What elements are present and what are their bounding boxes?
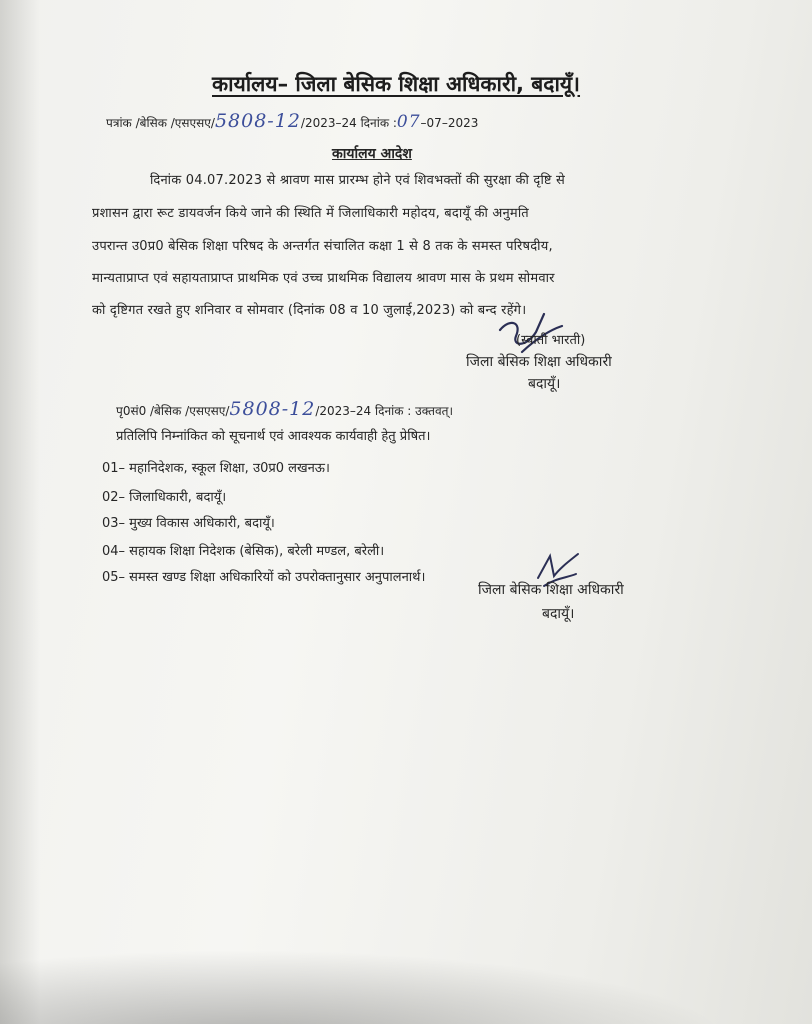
order-heading: कार्यालय आदेश	[332, 146, 412, 162]
signatory-name: (स्वाती भारती)	[516, 333, 586, 348]
signatory-place: बदायूँ।	[528, 376, 561, 392]
photo-shadow	[0, 934, 812, 1024]
ref-middle: /2023–24 दिनांक :	[300, 116, 397, 130]
page-edge-shadow	[0, 0, 40, 1024]
copy-list-item: 04– सहायक शिक्षा निदेशक (बेसिक), बरेली मण्डल, बरेली।	[102, 544, 385, 559]
dispatch-number-handwritten: 5808-12	[214, 110, 301, 132]
copy-list-item: 01– महानिदेशक, स्कूल शिक्षा, उ0प्र0 लखनऊ।	[102, 461, 330, 476]
ref2-suffix: /2023–24 दिनांक : उक्तवत्।	[315, 404, 454, 418]
signatory-2-place: बदायूँ।	[542, 606, 575, 622]
ref2-prefix: पृ0सं0 /बेसिक /एसएसए/	[116, 404, 230, 418]
ref-suffix: –07–2023	[420, 116, 479, 130]
copy-list-item: 05– समस्त खण्ड शिक्षा अधिकारियों को उपरोक्तानुसार अनुपालनार्थ।	[102, 570, 426, 585]
order-body-line: को दृष्टिगत रखते हुए शनिवार व सोमवार (दिनांक 08 व 10 जुलाई,2023) को बन्द रहेंगे।	[92, 303, 527, 318]
order-body-line: प्रशासन द्वारा रूट डायवर्जन किये जाने की स्थिति में जिलाधिकारी महोदय, बदायूँ की अनुमति	[92, 206, 529, 221]
ref-prefix: पत्रांक /बेसिक /एसएसए/	[106, 116, 215, 130]
dispatch-day-handwritten: 07	[396, 112, 421, 132]
order-body-line: उपरान्त उ0प्र0 बेसिक शिक्षा परिषद के अन्तर्गत संचालित कक्षा 1 से 8 तक के समस्त परिषदीय,	[92, 239, 553, 254]
order-body-line: मान्यताप्राप्त एवं सहायताप्राप्त प्राथमिक एवं उच्च प्राथमिक विद्यालय श्रावण मास के प्रथम सोमवार	[92, 271, 555, 286]
copy-intro: प्रतिलिपि निम्नांकित को सूचनार्थ एवं आवश्यक कार्यवाही हेतु प्रेषित।	[116, 429, 431, 444]
office-header: कार्यालय– जिला बेसिक शिक्षा अधिकारी, बदायूँ।	[212, 72, 581, 96]
ref-line-2	[116, 398, 453, 420]
ref-line-1	[106, 110, 478, 132]
signatory-2-designation: जिला बेसिक शिक्षा अधिकारी	[478, 582, 624, 598]
order-body-line: दिनांक 04.07.2023 से श्रावण मास प्रारम्भ होने एवं शिवभक्तों की सुरक्षा की दृष्टि से	[150, 173, 565, 188]
dispatch-number-handwritten: 5808-12	[229, 398, 316, 420]
copy-list-item: 02– जिलाधिकारी, बदायूँ।	[102, 490, 227, 505]
copy-list-item: 03– मुख्य विकास अधिकारी, बदायूँ।	[102, 516, 275, 531]
signatory-designation: जिला बेसिक शिक्षा अधिकारी	[466, 354, 612, 370]
